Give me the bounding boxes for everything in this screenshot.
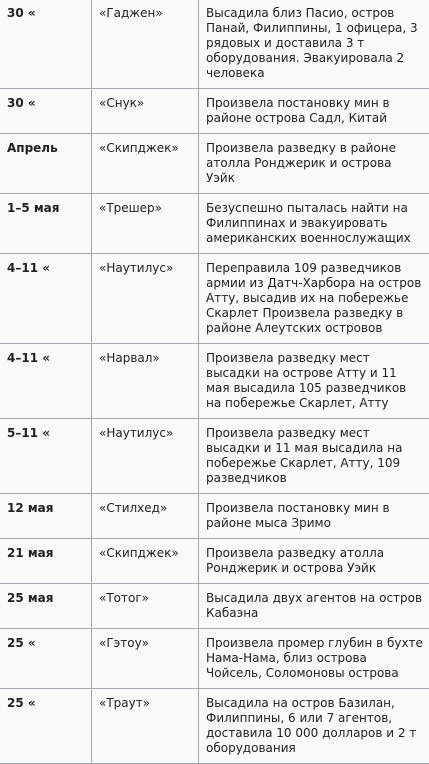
action-cell: Произвела разведку в районе атолла Ронджерик и острова Уэйк (199, 134, 429, 194)
date-cell: 12 мая (0, 494, 92, 539)
action-cell: Произвела разведку атолла Ронджерик и острова Уэйк (199, 539, 429, 584)
action-cell: Переправила 109 разведчиков армии из Датч-Харбора на остров Атту, высадив их на побережье Скарлет Произвела разведку в районе Алеутских островов (199, 254, 429, 344)
action-cell: Высадила близ Пасио, остров Панай, Филиппины, 1 офицера, 3 рядовых и доставила 3 т оборудования. Эвакуировала 2 человека (199, 0, 429, 89)
action-cell: Безуспешно пыталась найти на Филиппинах и эвакуировать американских военнослужащих (199, 194, 429, 254)
submarine-cell: «Траут» (92, 689, 199, 764)
date-cell: 21 мая (0, 539, 92, 584)
action-cell: Произвела постановку мин в районе мыса Зримо (199, 494, 429, 539)
date-cell: 5–11 « (0, 419, 92, 494)
action-cell: Произвела промер глубин в бухте Нама-Нама, близ острова Чойсель, Соломоновы острова (199, 629, 429, 689)
table-row (0, 344, 429, 419)
submarine-cell: «Снук» (92, 89, 199, 134)
date-cell: 30 « (0, 0, 92, 89)
date-cell: 25 мая (0, 584, 92, 629)
date-cell: 30 « (0, 89, 92, 134)
table-row (0, 419, 429, 494)
action-cell: Высадила двух агентов на остров Кабаэна (199, 584, 429, 629)
table-row (0, 134, 429, 194)
action-cell: Произвела разведку мест высадки и 11 мая высадила на побережье Скарлет, Атту, 109 разведчиков (199, 419, 429, 494)
submarine-cell: «Наутилус» (92, 419, 199, 494)
action-cell: Произвела постановку мин в районе острова Садл, Китай (199, 89, 429, 134)
date-cell: 25 « (0, 629, 92, 689)
submarine-cell: «Скипджек» (92, 134, 199, 194)
submarine-cell: «Нарвал» (92, 344, 199, 419)
action-cell: Произвела разведку мест высадки на острове Атту и 11 мая высадила 105 разведчиков на побережье Скарлет, Атту (199, 344, 429, 419)
table-row (0, 539, 429, 584)
submarine-cell: «Стилхед» (92, 494, 199, 539)
date-cell: 4–11 « (0, 254, 92, 344)
date-cell: 25 « (0, 689, 92, 764)
submarine-cell: «Наутилус» (92, 254, 199, 344)
table-row (0, 494, 429, 539)
table-row (0, 194, 429, 254)
date-cell: Апрель (0, 134, 92, 194)
date-cell: 4–11 « (0, 344, 92, 419)
submarine-cell: «Скипджек» (92, 539, 199, 584)
table-row (0, 584, 429, 629)
action-cell: Высадила на остров Базилан, Филиппины, 6 или 7 агентов, доставила 10 000 долларов и 2 т оборудования (199, 689, 429, 764)
table-row (0, 629, 429, 689)
table-row (0, 254, 429, 344)
table-row (0, 89, 429, 134)
submarine-cell: «Гаджен» (92, 0, 199, 89)
date-cell: 1–5 мая (0, 194, 92, 254)
table-row (0, 689, 429, 764)
submarine-cell: «Трешер» (92, 194, 199, 254)
submarine-cell: «Гэтоу» (92, 629, 199, 689)
table-row (0, 0, 429, 89)
submarine-cell: «Тотог» (92, 584, 199, 629)
